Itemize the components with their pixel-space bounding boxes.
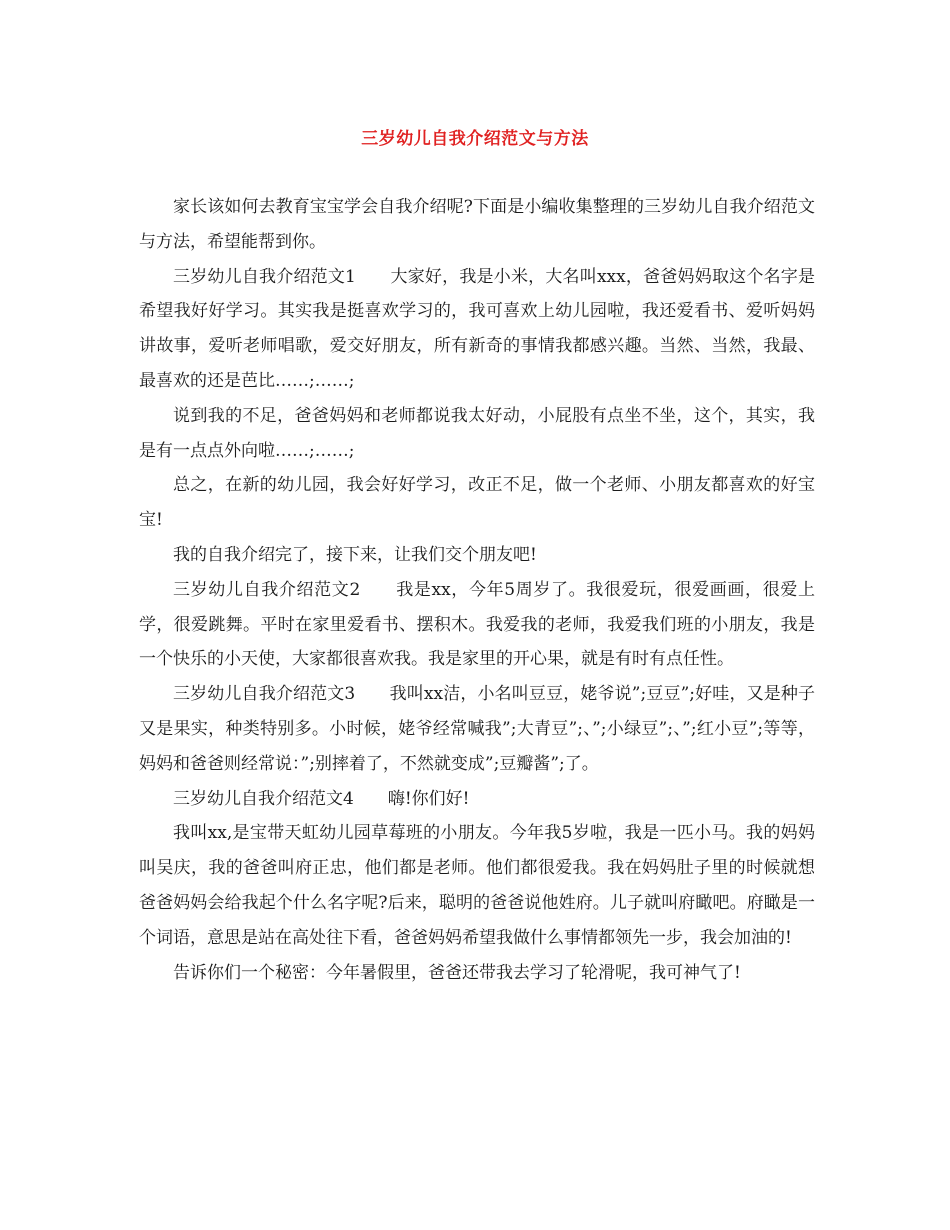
paragraph-sample-4-heading: 三岁幼儿自我介绍范文4 嗨!你们好! xyxy=(173,788,470,809)
paragraph-sample-1-ending: 我的自我介绍完了，接下来，让我们交个朋友吧! xyxy=(173,544,537,565)
paragraph-sample-2: 三岁幼儿自我介绍范文2 我是xx，今年5周岁了。我很爱玩，很爱画画，很爱上学，很爱跳舞。平时在家里爱看书、摆积木。我爱我的老师，我爱我们班的小朋友，我是一个快乐的小天使，大家都很喜欢我。我是家里的开心果，就是有时有点任性。 xyxy=(139,579,815,670)
paragraph-sample-4-secret: 告诉你们一个秘密：今年暑假里，爸爸还带我去学习了轮滑呢，我可神气了! xyxy=(173,962,741,983)
paragraph-intro: 家长该如何去教育宝宝学会自我介绍呢?下面是小编收集整理的三岁幼儿自我介绍范文与方法，希望能帮到你。 xyxy=(139,197,815,252)
document-body xyxy=(139,190,815,990)
paragraph-sample-1: 三岁幼儿自我介绍范文1 大家好，我是小米，大名叫xxx，爸爸妈妈取这个名字是希望我好好学习。其实我是挺喜欢学习的，我可喜欢上幼儿园啦，我还爱看书、爱听妈妈讲故事，爱听老师唱歌，爱交好朋友，所有新奇的事情我都感兴趣。当然、当然，我最、最喜欢的还是芭比……;……; xyxy=(139,266,815,391)
paragraph-sample-1-shortcomings: 说到我的不足，爸爸妈妈和老师都说我太好动，小屁股有点坐不坐，这个，其实，我是有一点点外向啦……;……; xyxy=(139,405,815,461)
document-title: 三岁幼儿自我介绍范文与方法 xyxy=(361,129,589,149)
paragraph-sample-1-conclusion: 总之，在新的幼儿园，我会好好学习，改正不足，做一个老师、小朋友都喜欢的好宝宝! xyxy=(139,475,815,531)
paragraph-sample-4-body: 我叫xx,是宝带天虹幼儿园草莓班的小朋友。今年我5岁啦，我是一匹小马。我的妈妈叫吴庆，我的爸爸叫府正忠，他们都是老师。他们都很爱我。我在妈妈肚子里的时候就想爸爸妈妈会给我起个什么名字呢?后来，聪明的爸爸说他姓府。儿子就叫府瞰吧。府瞰是一个词语，意思是站在高处往下看，爸爸妈妈希望我做什么事情都领先一步，我会加油的! xyxy=(139,823,815,948)
paragraph-sample-3: 三岁幼儿自我介绍范文3 我叫xx洁，小名叫豆豆，姥爷说”;豆豆”;好哇，又是种子又是果实，种类特别多。小时候，姥爷经常喊我”;大青豆”;、”;小绿豆”;、”;红小豆”;等等，妈妈和爸爸则经常说：”;别摔着了，不然就变成”;豆瓣酱”;了。 xyxy=(139,684,815,774)
